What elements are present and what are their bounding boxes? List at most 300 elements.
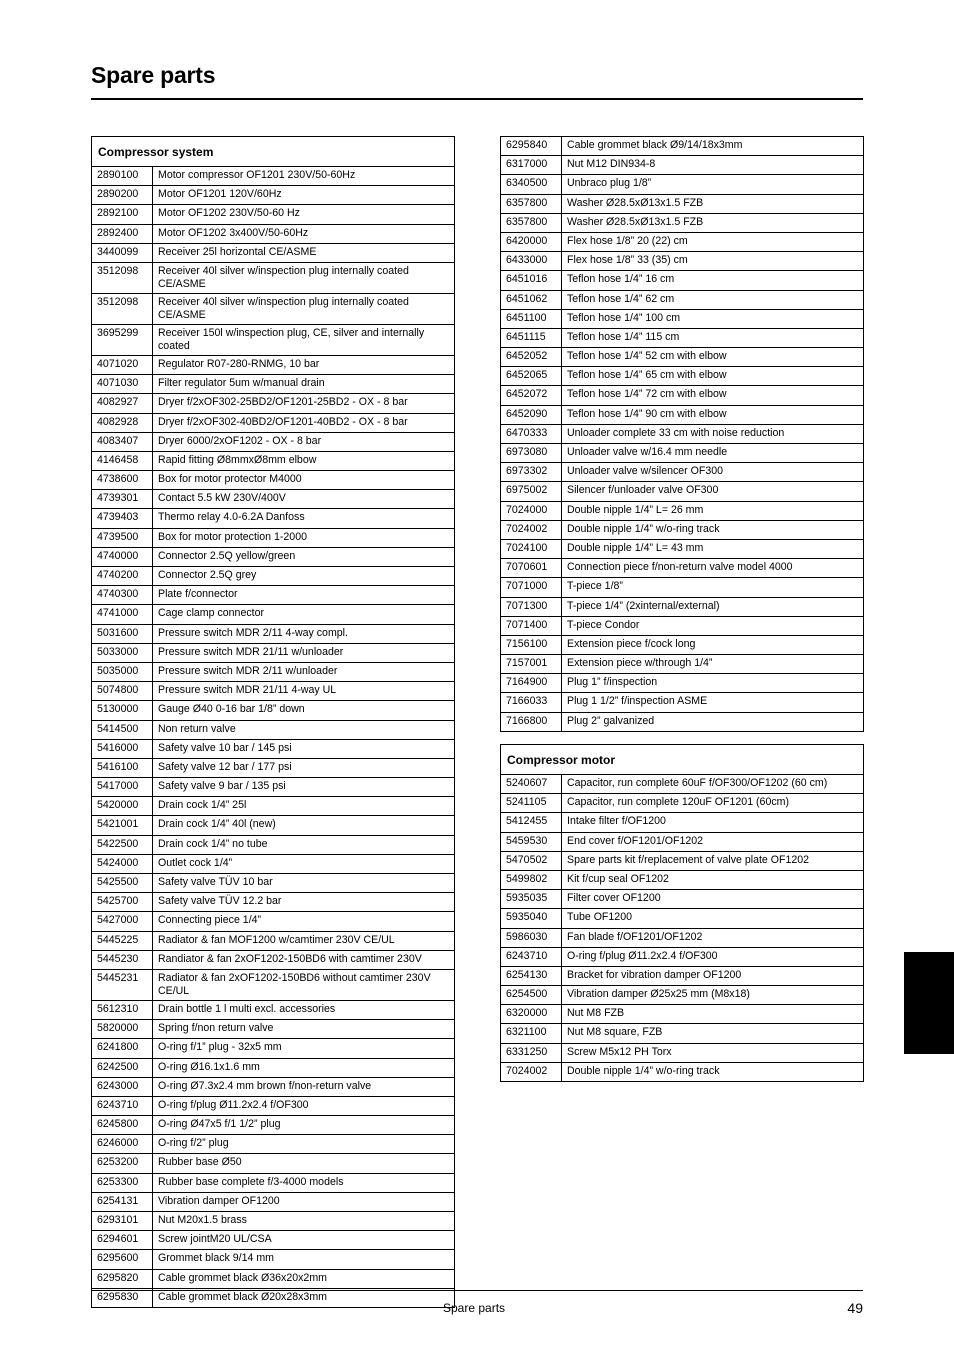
table-row	[92, 471, 455, 490]
table-row	[92, 1250, 455, 1269]
table-row	[92, 547, 455, 566]
part-number: 6295600	[92, 1250, 153, 1269]
part-number: 7024100	[501, 539, 562, 558]
part-number: 5425500	[92, 874, 153, 893]
table-row	[501, 405, 864, 424]
page-number: 49	[847, 1300, 863, 1316]
part-description: Spare parts kit f/replacement of valve plate OF1202	[562, 851, 864, 870]
table-row	[92, 624, 455, 643]
part-description: O-ring Ø16.1x1.6 mm	[153, 1058, 455, 1077]
part-number: 5241105	[501, 794, 562, 813]
table-row	[501, 1062, 864, 1081]
part-number: 5470502	[501, 851, 562, 870]
table-row	[501, 367, 864, 386]
part-description: Unloader valve w/16.4 mm needle	[562, 444, 864, 463]
part-description: Drain cock 1/4” no tube	[153, 835, 455, 854]
part-number: 6243710	[92, 1096, 153, 1115]
part-description: O-ring f/2” plug	[153, 1135, 455, 1154]
table-row	[92, 1231, 455, 1250]
table-row	[501, 813, 864, 832]
table-row	[92, 355, 455, 374]
part-description: Regulator R07-280-RNMG, 10 bar	[153, 355, 455, 374]
part-number: 5412455	[501, 813, 562, 832]
table-row	[92, 1077, 455, 1096]
part-number: 6451115	[501, 328, 562, 347]
compressor-system-table	[91, 136, 455, 1308]
part-description: Grommet black 9/14 mm	[153, 1250, 455, 1269]
part-description: Motor OF1202 230V/50-60 Hz	[153, 205, 455, 224]
part-number: 7071300	[501, 597, 562, 616]
part-number: 7166033	[501, 693, 562, 712]
part-description: Dryer f/2xOF302-25BD2/OF1201-25BD2 - OX - 8 bar	[153, 394, 455, 413]
part-number: 5445230	[92, 950, 153, 969]
part-description: End cover f/OF1201/OF1202	[562, 832, 864, 851]
part-description: Nut M12 DIN934-8	[562, 156, 864, 175]
table-row	[501, 775, 864, 794]
part-number: 4740300	[92, 586, 153, 605]
part-description: Cage clamp connector	[153, 605, 455, 624]
table-row	[92, 720, 455, 739]
part-description: Washer Ø28.5xØ13x1.5 FZB	[562, 194, 864, 213]
part-number: 4071020	[92, 355, 153, 374]
part-description: Box for motor protector M4000	[153, 471, 455, 490]
part-description: Teflon hose 1/4” 72 cm with elbow	[562, 386, 864, 405]
table-row	[92, 605, 455, 624]
table-row	[501, 909, 864, 928]
part-number: 6452052	[501, 348, 562, 367]
part-number: 5420000	[92, 797, 153, 816]
footer-label: Spare parts	[443, 1301, 506, 1315]
table-row	[92, 835, 455, 854]
footer-divider	[91, 1290, 863, 1291]
part-number: 7071400	[501, 616, 562, 635]
table-row	[92, 293, 455, 324]
part-description: Drain cock 1/4” 40l (new)	[153, 816, 455, 835]
part-description: Extension piece w/through 1/4”	[562, 655, 864, 674]
table-row	[92, 1116, 455, 1135]
part-description: Bracket for vibration damper OF1200	[562, 966, 864, 985]
part-description: Box for motor protection 1-2000	[153, 528, 455, 547]
table-row	[92, 324, 455, 355]
part-number: 6975002	[501, 482, 562, 501]
table-row	[501, 348, 864, 367]
part-description: Teflon hose 1/4” 100 cm	[562, 309, 864, 328]
table-row	[501, 616, 864, 635]
part-description: Connecting piece 1/4”	[153, 912, 455, 931]
table-row	[501, 693, 864, 712]
part-number: 5421001	[92, 816, 153, 835]
table-row	[501, 1043, 864, 1062]
table-row	[501, 851, 864, 870]
page-title: Spare parts	[91, 62, 216, 88]
part-number: 4739500	[92, 528, 153, 547]
section-heading: Compressor system	[92, 137, 455, 167]
part-description: Double nipple 1/4” w/o-ring track	[562, 1062, 864, 1081]
part-description: Plate f/connector	[153, 586, 455, 605]
table-row	[92, 816, 455, 835]
part-description: Fan blade f/OF1201/OF1202	[562, 928, 864, 947]
part-number: 6340500	[501, 175, 562, 194]
part-description: Outlet cock 1/4”	[153, 854, 455, 873]
part-number: 6245800	[92, 1116, 153, 1135]
part-description: Gauge Ø40 0-16 bar 1/8” down	[153, 701, 455, 720]
part-description: Receiver 150l w/inspection plug, CE, silver and internally coated	[153, 324, 455, 355]
part-number: 6253200	[92, 1154, 153, 1173]
part-number: 4738600	[92, 471, 153, 490]
part-description: Dryer 6000/2xOF1202 - OX - 8 bar	[153, 432, 455, 451]
part-number: 6295830	[92, 1288, 153, 1307]
table-row	[501, 635, 864, 654]
table-row	[92, 1058, 455, 1077]
part-number: 2892100	[92, 205, 153, 224]
part-number: 6357800	[501, 194, 562, 213]
part-description: O-ring f/plug Ø11.2x2.4 f/OF300	[153, 1096, 455, 1115]
table-row	[92, 451, 455, 470]
table-row	[92, 797, 455, 816]
part-number: 6451062	[501, 290, 562, 309]
table-row	[92, 394, 455, 413]
part-description: Receiver 40l silver w/inspection plug internally coated CE/ASME	[153, 262, 455, 293]
part-description: Capacitor, run complete 120uF OF1201 (60cm)	[562, 794, 864, 813]
part-description: Connector 2.5Q yellow/green	[153, 547, 455, 566]
part-description: Unloader valve w/silencer OF300	[562, 463, 864, 482]
part-description: Pressure switch MDR 2/11 w/unloader	[153, 662, 455, 681]
part-description: Screw M5x12 PH Torx	[562, 1043, 864, 1062]
table-row	[92, 643, 455, 662]
part-description: Double nipple 1/4” L= 26 mm	[562, 501, 864, 520]
part-description: Washer Ø28.5xØ13x1.5 FZB	[562, 213, 864, 232]
part-description: Rubber base complete f/3-4000 models	[153, 1173, 455, 1192]
part-number: 4082927	[92, 394, 153, 413]
table-row	[92, 701, 455, 720]
table-row	[92, 854, 455, 873]
part-number: 5425700	[92, 893, 153, 912]
part-number: 5031600	[92, 624, 153, 643]
part-description: Double nipple 1/4” L= 43 mm	[562, 539, 864, 558]
part-description: Flex hose 1/8” 20 (22) cm	[562, 232, 864, 251]
part-number: 5422500	[92, 835, 153, 854]
table-row	[501, 578, 864, 597]
table-row	[501, 175, 864, 194]
table-row	[92, 1288, 455, 1307]
part-number: 5612310	[92, 1000, 153, 1019]
part-number: 6295840	[501, 137, 562, 156]
part-description: Drain bottle 1 l multi excl. accessories	[153, 1000, 455, 1019]
table-row	[92, 413, 455, 432]
part-description: Tube OF1200	[562, 909, 864, 928]
part-description: T-piece 1/8”	[562, 578, 864, 597]
part-number: 6320000	[501, 1005, 562, 1024]
part-number: 4083407	[92, 432, 153, 451]
part-number: 7166800	[501, 712, 562, 731]
part-description: Receiver 40l silver w/inspection plug internally coated CE/ASME	[153, 293, 455, 324]
part-description: Safety valve TÜV 12.2 bar	[153, 893, 455, 912]
table-row	[92, 1020, 455, 1039]
table-row	[501, 539, 864, 558]
table-row	[92, 224, 455, 243]
part-description: Connection piece f/non-return valve model 4000	[562, 559, 864, 578]
table-row	[92, 1039, 455, 1058]
part-description: Nut M8 square, FZB	[562, 1024, 864, 1043]
table-row	[501, 1005, 864, 1024]
part-description: Dryer f/2xOF302-40BD2/OF1201-40BD2 - OX - 8 bar	[153, 413, 455, 432]
part-description: Rapid fitting Ø8mmxØ8mm elbow	[153, 451, 455, 470]
part-description: Radiator & fan 2xOF1202-150BD6 without camtimer 230V CE/UL	[153, 969, 455, 1000]
part-number: 5074800	[92, 682, 153, 701]
part-number: 4739403	[92, 509, 153, 528]
table-row	[92, 1173, 455, 1192]
part-description: O-ring Ø7.3x2.4 mm brown f/non-return valve	[153, 1077, 455, 1096]
part-number: 5935035	[501, 890, 562, 909]
table-row	[501, 559, 864, 578]
part-number: 7156100	[501, 635, 562, 654]
part-number: 6973080	[501, 444, 562, 463]
part-description: Drain cock 1/4” 25l	[153, 797, 455, 816]
table-row	[92, 375, 455, 394]
table-row	[92, 739, 455, 758]
table-row	[501, 328, 864, 347]
table-row	[92, 662, 455, 681]
table-row	[92, 893, 455, 912]
part-number: 5459530	[501, 832, 562, 851]
part-description: Silencer f/unloader valve OF300	[562, 482, 864, 501]
table-row	[501, 213, 864, 232]
table-row	[501, 794, 864, 813]
table-row	[92, 586, 455, 605]
part-description: Receiver 25l horizontal CE/ASME	[153, 243, 455, 262]
part-number: 2892400	[92, 224, 153, 243]
part-description: Safety valve 10 bar / 145 psi	[153, 739, 455, 758]
part-description: Contact 5.5 kW 230V/400V	[153, 490, 455, 509]
part-number: 2890200	[92, 186, 153, 205]
part-number: 6331250	[501, 1043, 562, 1062]
part-number: 5424000	[92, 854, 153, 873]
part-description: O-ring Ø47x5 f/1 1/2” plug	[153, 1116, 455, 1135]
table-row	[92, 432, 455, 451]
part-number: 5427000	[92, 912, 153, 931]
table-row	[501, 232, 864, 251]
table-row	[92, 912, 455, 931]
part-description: O-ring f/plug Ø11.2x2.4 f/OF300	[562, 947, 864, 966]
table-row	[92, 490, 455, 509]
part-description: Intake filter f/OF1200	[562, 813, 864, 832]
table-row	[501, 463, 864, 482]
part-number: 6294601	[92, 1231, 153, 1250]
table-row	[501, 870, 864, 889]
part-description: Cable grommet black Ø20x28x3mm	[153, 1288, 455, 1307]
part-description: Motor OF1202 3x400V/50-60Hz	[153, 224, 455, 243]
part-description: T-piece 1/4” (2xinternal/external)	[562, 597, 864, 616]
part-number: 6451100	[501, 309, 562, 328]
part-description: Spring f/non return valve	[153, 1020, 455, 1039]
part-number: 5935040	[501, 909, 562, 928]
part-number: 6254500	[501, 986, 562, 1005]
part-number: 6452090	[501, 405, 562, 424]
table-row	[501, 520, 864, 539]
part-number: 6452072	[501, 386, 562, 405]
table-row	[501, 928, 864, 947]
part-description: Double nipple 1/4” w/o-ring track	[562, 520, 864, 539]
table-row	[92, 1269, 455, 1288]
table-row	[92, 778, 455, 797]
table-row	[501, 137, 864, 156]
part-description: Screw jointM20 UL/CSA	[153, 1231, 455, 1250]
part-number: 4146458	[92, 451, 153, 470]
part-description: Teflon hose 1/4” 65 cm with elbow	[562, 367, 864, 386]
part-number: 6295820	[92, 1269, 153, 1288]
part-description: Connector 2.5Q grey	[153, 567, 455, 586]
part-number: 4739301	[92, 490, 153, 509]
table-row	[92, 167, 455, 186]
part-description: Pressure switch MDR 21/11 w/unloader	[153, 643, 455, 662]
part-number: 7157001	[501, 655, 562, 674]
part-description: Motor OF1201 120V/60Hz	[153, 186, 455, 205]
part-number: 6254131	[92, 1192, 153, 1211]
part-description: Non return valve	[153, 720, 455, 739]
part-description: Safety valve TÜV 10 bar	[153, 874, 455, 893]
table-row	[92, 509, 455, 528]
part-description: Teflon hose 1/4” 90 cm with elbow	[562, 405, 864, 424]
part-description: Vibration damper OF1200	[153, 1192, 455, 1211]
part-number: 6321100	[501, 1024, 562, 1043]
part-number: 7070601	[501, 559, 562, 578]
part-description: Capacitor, run complete 60uF f/OF300/OF1202 (60 cm)	[562, 775, 864, 794]
table-row	[501, 386, 864, 405]
table-row	[501, 832, 864, 851]
part-number: 6973302	[501, 463, 562, 482]
table-row	[92, 186, 455, 205]
part-description: Filter cover OF1200	[562, 890, 864, 909]
part-description: Safety valve 9 bar / 135 psi	[153, 778, 455, 797]
table-row	[501, 947, 864, 966]
table-row	[501, 290, 864, 309]
table-row	[501, 309, 864, 328]
table-row	[501, 482, 864, 501]
part-description: Unbraco plug 1/8”	[562, 175, 864, 194]
part-number: 7024000	[501, 501, 562, 520]
part-description: O-ring f/1” plug - 32x5 mm	[153, 1039, 455, 1058]
part-number: 7024002	[501, 520, 562, 539]
compressor-motor-table	[500, 744, 864, 1082]
part-number: 3512098	[92, 293, 153, 324]
part-description: Nut M20x1.5 brass	[153, 1212, 455, 1231]
part-number: 5445231	[92, 969, 153, 1000]
part-number: 5033000	[92, 643, 153, 662]
part-number: 5445225	[92, 931, 153, 950]
part-number: 6243710	[501, 947, 562, 966]
table-row	[501, 655, 864, 674]
part-number: 5414500	[92, 720, 153, 739]
part-number: 6242500	[92, 1058, 153, 1077]
part-number: 3695299	[92, 324, 153, 355]
table-row	[501, 1024, 864, 1043]
part-description: Plug 1” f/inspection	[562, 674, 864, 693]
part-description: Thermo relay 4.0-6.2A Danfoss	[153, 509, 455, 528]
part-number: 7071000	[501, 578, 562, 597]
part-number: 6317000	[501, 156, 562, 175]
part-description: Radiator & fan MOF1200 w/camtimer 230V CE/UL	[153, 931, 455, 950]
table-row	[92, 262, 455, 293]
part-description: Filter regulator 5um w/manual drain	[153, 375, 455, 394]
part-number: 7024002	[501, 1062, 562, 1081]
part-number: 4741000	[92, 605, 153, 624]
table-row	[501, 712, 864, 731]
table-row	[92, 567, 455, 586]
table-row	[92, 243, 455, 262]
part-description: Nut M8 FZB	[562, 1005, 864, 1024]
part-description: Kit f/cup seal OF1202	[562, 870, 864, 889]
part-description: Randiator & fan 2xOF1202-150BD6 with camtimer 230V	[153, 950, 455, 969]
part-number: 4082928	[92, 413, 153, 432]
part-number: 2890100	[92, 167, 153, 186]
part-number: 6357800	[501, 213, 562, 232]
part-description: Vibration damper Ø25x25 mm (M8x18)	[562, 986, 864, 1005]
part-number: 6243000	[92, 1077, 153, 1096]
part-description: Safety valve 12 bar / 177 psi	[153, 758, 455, 777]
table-row	[92, 1192, 455, 1211]
table-row	[92, 1000, 455, 1019]
section-tab-marker	[904, 952, 954, 1054]
part-description: T-piece Condor	[562, 616, 864, 635]
part-number: 7164900	[501, 674, 562, 693]
part-description: Plug 1 1/2” f/inspection ASME	[562, 693, 864, 712]
part-description: Pressure switch MDR 21/11 4-way UL	[153, 682, 455, 701]
part-number: 6253300	[92, 1173, 153, 1192]
part-description: Teflon hose 1/4” 52 cm with elbow	[562, 348, 864, 367]
table-row	[501, 986, 864, 1005]
part-description: Rubber base Ø50	[153, 1154, 455, 1173]
part-description: Flex hose 1/8” 33 (35) cm	[562, 252, 864, 271]
table-row	[501, 444, 864, 463]
part-number: 5986030	[501, 928, 562, 947]
part-description: Teflon hose 1/4” 16 cm	[562, 271, 864, 290]
part-description: Pressure switch MDR 2/11 4-way compl.	[153, 624, 455, 643]
table-row	[501, 156, 864, 175]
part-number: 6470333	[501, 424, 562, 443]
table-row	[92, 1135, 455, 1154]
compressor-system-continued-table	[500, 136, 864, 732]
part-number: 6452065	[501, 367, 562, 386]
part-number: 6433000	[501, 252, 562, 271]
part-description: Unloader complete 33 cm with noise reduction	[562, 424, 864, 443]
table-row	[92, 874, 455, 893]
part-description: Plug 2” galvanized	[562, 712, 864, 731]
part-number: 4071030	[92, 375, 153, 394]
table-row	[501, 501, 864, 520]
part-description: Teflon hose 1/4” 62 cm	[562, 290, 864, 309]
part-number: 5416100	[92, 758, 153, 777]
part-number: 6254130	[501, 966, 562, 985]
table-row	[92, 682, 455, 701]
table-row	[92, 758, 455, 777]
table-row	[92, 1212, 455, 1231]
part-number: 5820000	[92, 1020, 153, 1039]
table-row	[501, 966, 864, 985]
part-number: 3440099	[92, 243, 153, 262]
part-number: 6246000	[92, 1135, 153, 1154]
table-row	[501, 271, 864, 290]
part-number: 5240607	[501, 775, 562, 794]
part-number: 5416000	[92, 739, 153, 758]
part-number: 6451016	[501, 271, 562, 290]
part-description: Extension piece f/cock long	[562, 635, 864, 654]
part-number: 4740200	[92, 567, 153, 586]
table-row	[501, 597, 864, 616]
table-row	[501, 890, 864, 909]
table-row	[501, 424, 864, 443]
part-number: 5417000	[92, 778, 153, 797]
table-row	[92, 1096, 455, 1115]
